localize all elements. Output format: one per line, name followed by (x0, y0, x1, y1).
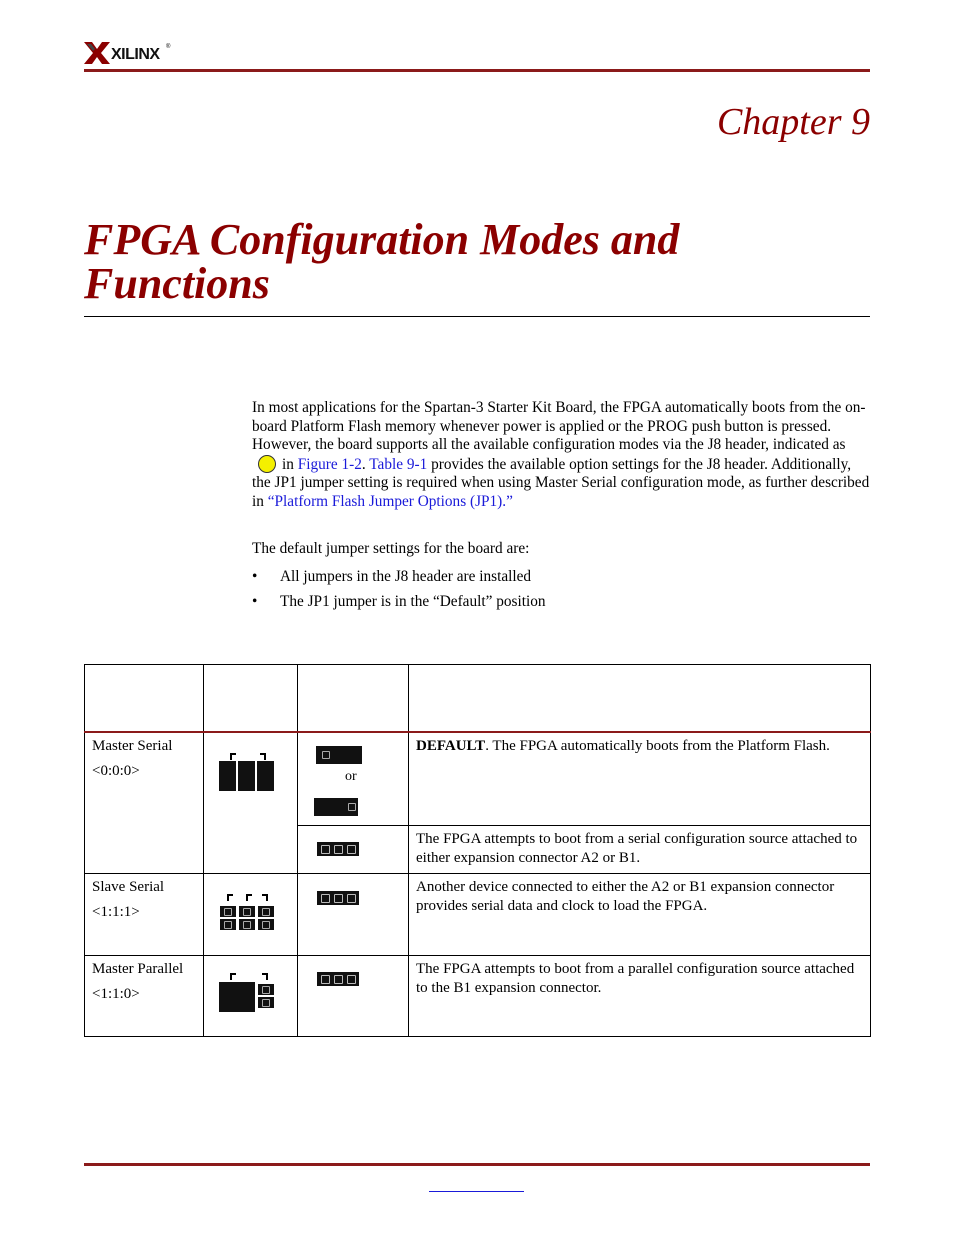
description-cell (409, 956, 871, 1037)
jumper-installed-icon (257, 761, 274, 791)
default-settings-paragraph: The default jumper settings for the board are: (252, 540, 530, 557)
jp1-jumper-removed-icon (317, 891, 359, 905)
header-cell (298, 665, 409, 733)
default-label: DEFAULT (416, 738, 486, 754)
header-bracket-icon (246, 894, 252, 901)
jp1-setting-cell (298, 956, 409, 1037)
mode-code: <0:0:0> (92, 763, 140, 779)
jp1-pin-icon (318, 749, 334, 760)
header-bracket-icon (230, 973, 236, 980)
table-row (85, 874, 871, 956)
description-cell (409, 732, 871, 826)
footer-rule (84, 1163, 870, 1166)
j8-setting-cell (204, 874, 298, 956)
header-bracket-icon (262, 894, 268, 901)
jp1-setting-cell (298, 874, 409, 956)
intro-paragraph (252, 399, 870, 512)
description-cell (409, 826, 871, 874)
intro-text-b: in (282, 455, 294, 473)
j8-setting-cell (204, 732, 298, 874)
title-rule (84, 316, 870, 317)
mode-cell (85, 732, 204, 874)
configuration-table (84, 664, 871, 1037)
title-line-2: Functions (84, 259, 270, 308)
title-line-1: FPGA Configuration Modes and (84, 215, 680, 264)
jumper-pin-icon (239, 906, 255, 917)
page-title (84, 215, 870, 308)
jumper-pin-icon (220, 919, 236, 930)
jumper-installed-icon (219, 761, 236, 791)
jp1-pin-icon (344, 801, 360, 812)
header-bracket-icon (260, 753, 266, 760)
jumper-pin-icon (258, 919, 274, 930)
jumper-pin-icon (258, 984, 274, 995)
intro-text-a: In most applications for the Spartan-3 Starter Kit Board, the FPGA automatically boots from the on-board Platform Flash memory whenever power is applied or the PROG push button is pressed. However, the board supports all the available configuration modes via the J8 header, indicated as (252, 399, 866, 454)
header-bracket-icon (230, 753, 236, 760)
description-text: Another device connected to either the A2 or B1 expansion connector provides serial data and clock to load the FPGA. (416, 879, 835, 914)
jp1-setting-cell (298, 732, 409, 826)
header-bracket-icon (227, 894, 233, 901)
description-text: . The FPGA automatically boots from the Platform Flash. (485, 738, 830, 754)
intro-text-c: . (361, 455, 366, 473)
mode-cell (85, 874, 204, 956)
mode-code: <1:1:0> (92, 986, 140, 1002)
intro-text-d: provides the available option settings for the J8 header. Additionally, the JP1 jumper setting is required when using Master Serial configuration mode, as further described in (252, 455, 870, 510)
jumper-pin-icon (258, 997, 274, 1008)
jumper-installed-icon (219, 982, 255, 1012)
bullet-text: The JP1 jumper is in the “Default” position (280, 593, 546, 610)
xilinx-logo-icon (84, 40, 110, 66)
description-text: The FPGA attempts to boot from a serial configuration source attached to either expansion connector A2 or B1. (416, 831, 858, 866)
figure-1-2-link[interactable]: Figure 1-2 (297, 455, 362, 473)
mode-name: Slave Serial (92, 879, 165, 895)
xilinx-logo (84, 40, 184, 68)
header-cell (204, 665, 298, 733)
bullet-text: All jumpers in the J8 header are installed (280, 568, 532, 585)
j8-setting-cell (204, 956, 298, 1037)
or-label: or (345, 769, 357, 784)
logo-text: XILINX (111, 46, 160, 63)
header-cell (85, 665, 204, 733)
mode-name: Master Parallel (92, 961, 184, 977)
header-bracket-icon (262, 973, 268, 980)
mode-cell (85, 956, 204, 1037)
jp1-jumper-removed-icon (317, 842, 359, 856)
jumper-pin-icon (220, 906, 236, 917)
mode-code: <1:1:1> (92, 904, 140, 920)
header-rule (84, 69, 870, 72)
footer-link[interactable] (429, 1191, 524, 1192)
jumper-installed-icon (238, 761, 255, 791)
bullet-icon: • (252, 568, 258, 585)
jumper-pin-icon (239, 919, 255, 930)
chapter-heading: Chapter 9 (716, 101, 870, 143)
jp1-setting-cell (298, 826, 409, 874)
logo-registered-mark: ® (166, 44, 171, 50)
table-row (85, 732, 871, 826)
description-text: The FPGA attempts to boot from a parallel configuration source attached to the B1 expansion connector. (416, 961, 855, 996)
jp1-jumper-removed-icon (317, 972, 359, 986)
table-9-1-link[interactable]: Table 9-1 (369, 455, 428, 473)
table-header-row (85, 665, 871, 733)
header-cell (409, 665, 871, 733)
description-cell (409, 874, 871, 956)
mode-name: Master Serial (92, 738, 173, 754)
jumper-pin-icon (258, 906, 274, 917)
yellow-circle-marker-icon (258, 455, 276, 473)
bullet-icon: • (252, 593, 258, 610)
table-row (85, 956, 871, 1037)
platform-flash-jumper-link[interactable]: “Platform Flash Jumper Options (JP1).” (267, 492, 513, 510)
